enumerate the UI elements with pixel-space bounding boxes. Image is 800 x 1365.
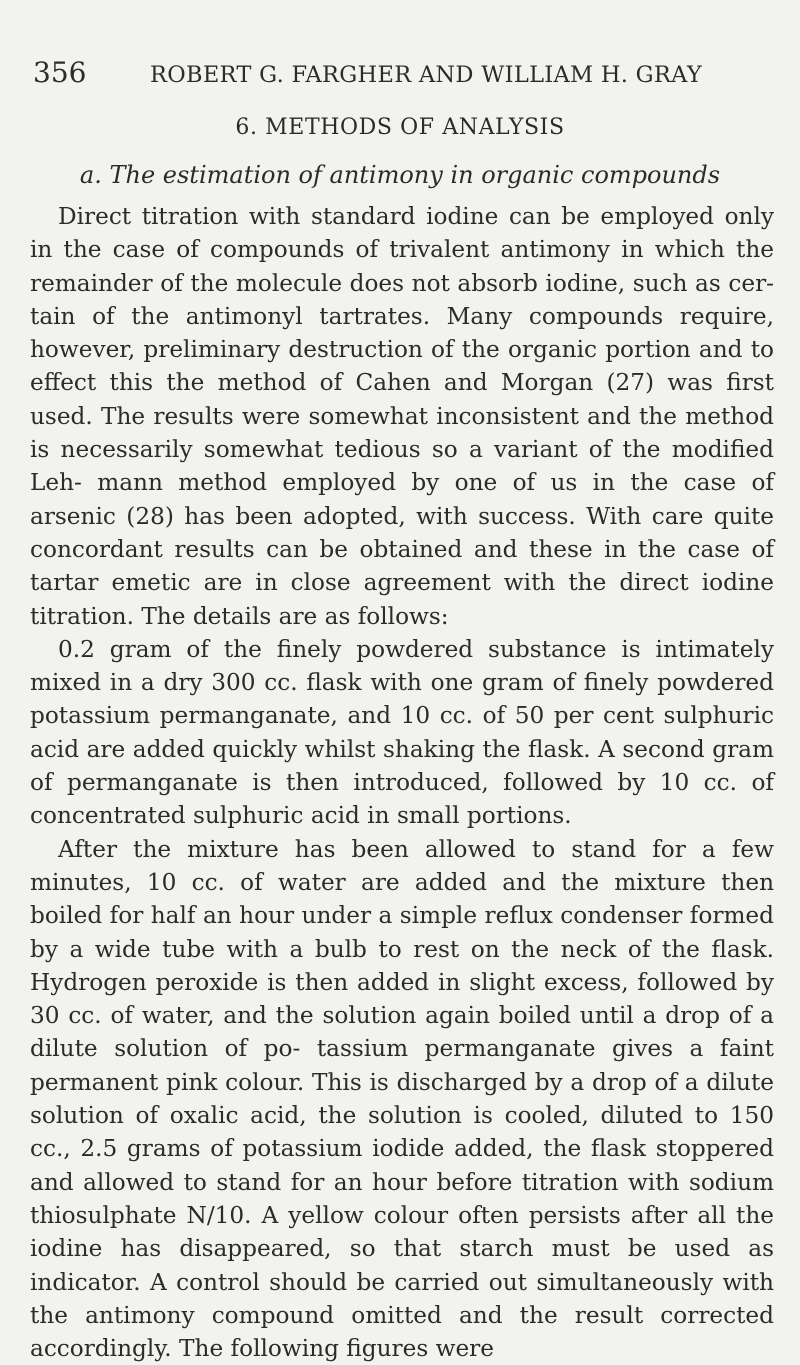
running-head-authors: ROBERT G. FARGHER AND WILLIAM H. GRAY — [150, 62, 702, 88]
running-head — [33, 58, 775, 88]
body-text — [30, 200, 774, 1365]
paragraph: Direct titration with standard iodine can be employed only in the case of compounds of trivalent antimony in which the remainder of the molecule does not absorb iodine, such as cer- tain of the antimonyl tartrates. Many compounds require, however, preliminary destruction of the organic portion and to effect this the method of Cahen and Morgan (27) was first used. The results were somewhat inconsistent and the method is necessarily somewhat tedious so a variant of the modified Leh- mann method employed by one of us in the case of arsenic (28) has been adopted, with success. With care quite concordant results can be obtained and these in the case of tartar emetic are in close agreement with the direct iodine titration. The details are as follows: — [30, 203, 774, 630]
section-subheading: a. The estimation of antimony in organic compounds — [79, 161, 721, 189]
paragraph: After the mixture has been allowed to stand for a few minutes, 10 cc. of water are added and the mixture then boiled for half an hour under a simple reflux condenser formed by a wide tube with a bulb to rest on the neck of the flask. Hydrogen peroxide is then added in slight excess, followed by 30 cc. of water, and the solution again boiled until a drop of a dilute solution of po- tassium permanganate gives a faint permanent pink colour. This is discharged by a drop of a dilute solution of oxalic acid, the solution is cooled, diluted to 150 cc., 2.5 grams of potassium iodide added, the flask stoppered and allowed to stand for an hour before titration with sodium thiosulphate N/10. A yellow colour often persists after all the iodine has disappeared, so that starch must be used as indicator. A control should be carried out simultaneously with the antimony compound omitted and the result corrected accordingly. The following figures were — [30, 835, 774, 1363]
paragraph: 0.2 gram of the finely powdered substance is intimately mixed in a dry 300 cc. flask with one gram of finely powdered potassium permanganate, and 10 cc. of 50 per cent sulphuric acid are added quickly whilst shaking the flask. A second gram of permanganate is then introduced, followed by 10 cc. of concentrated sulphuric acid in small portions. — [30, 635, 774, 830]
section-heading: 6. METHODS OF ANALYSIS — [235, 115, 565, 140]
page-number: 356 — [33, 56, 87, 89]
